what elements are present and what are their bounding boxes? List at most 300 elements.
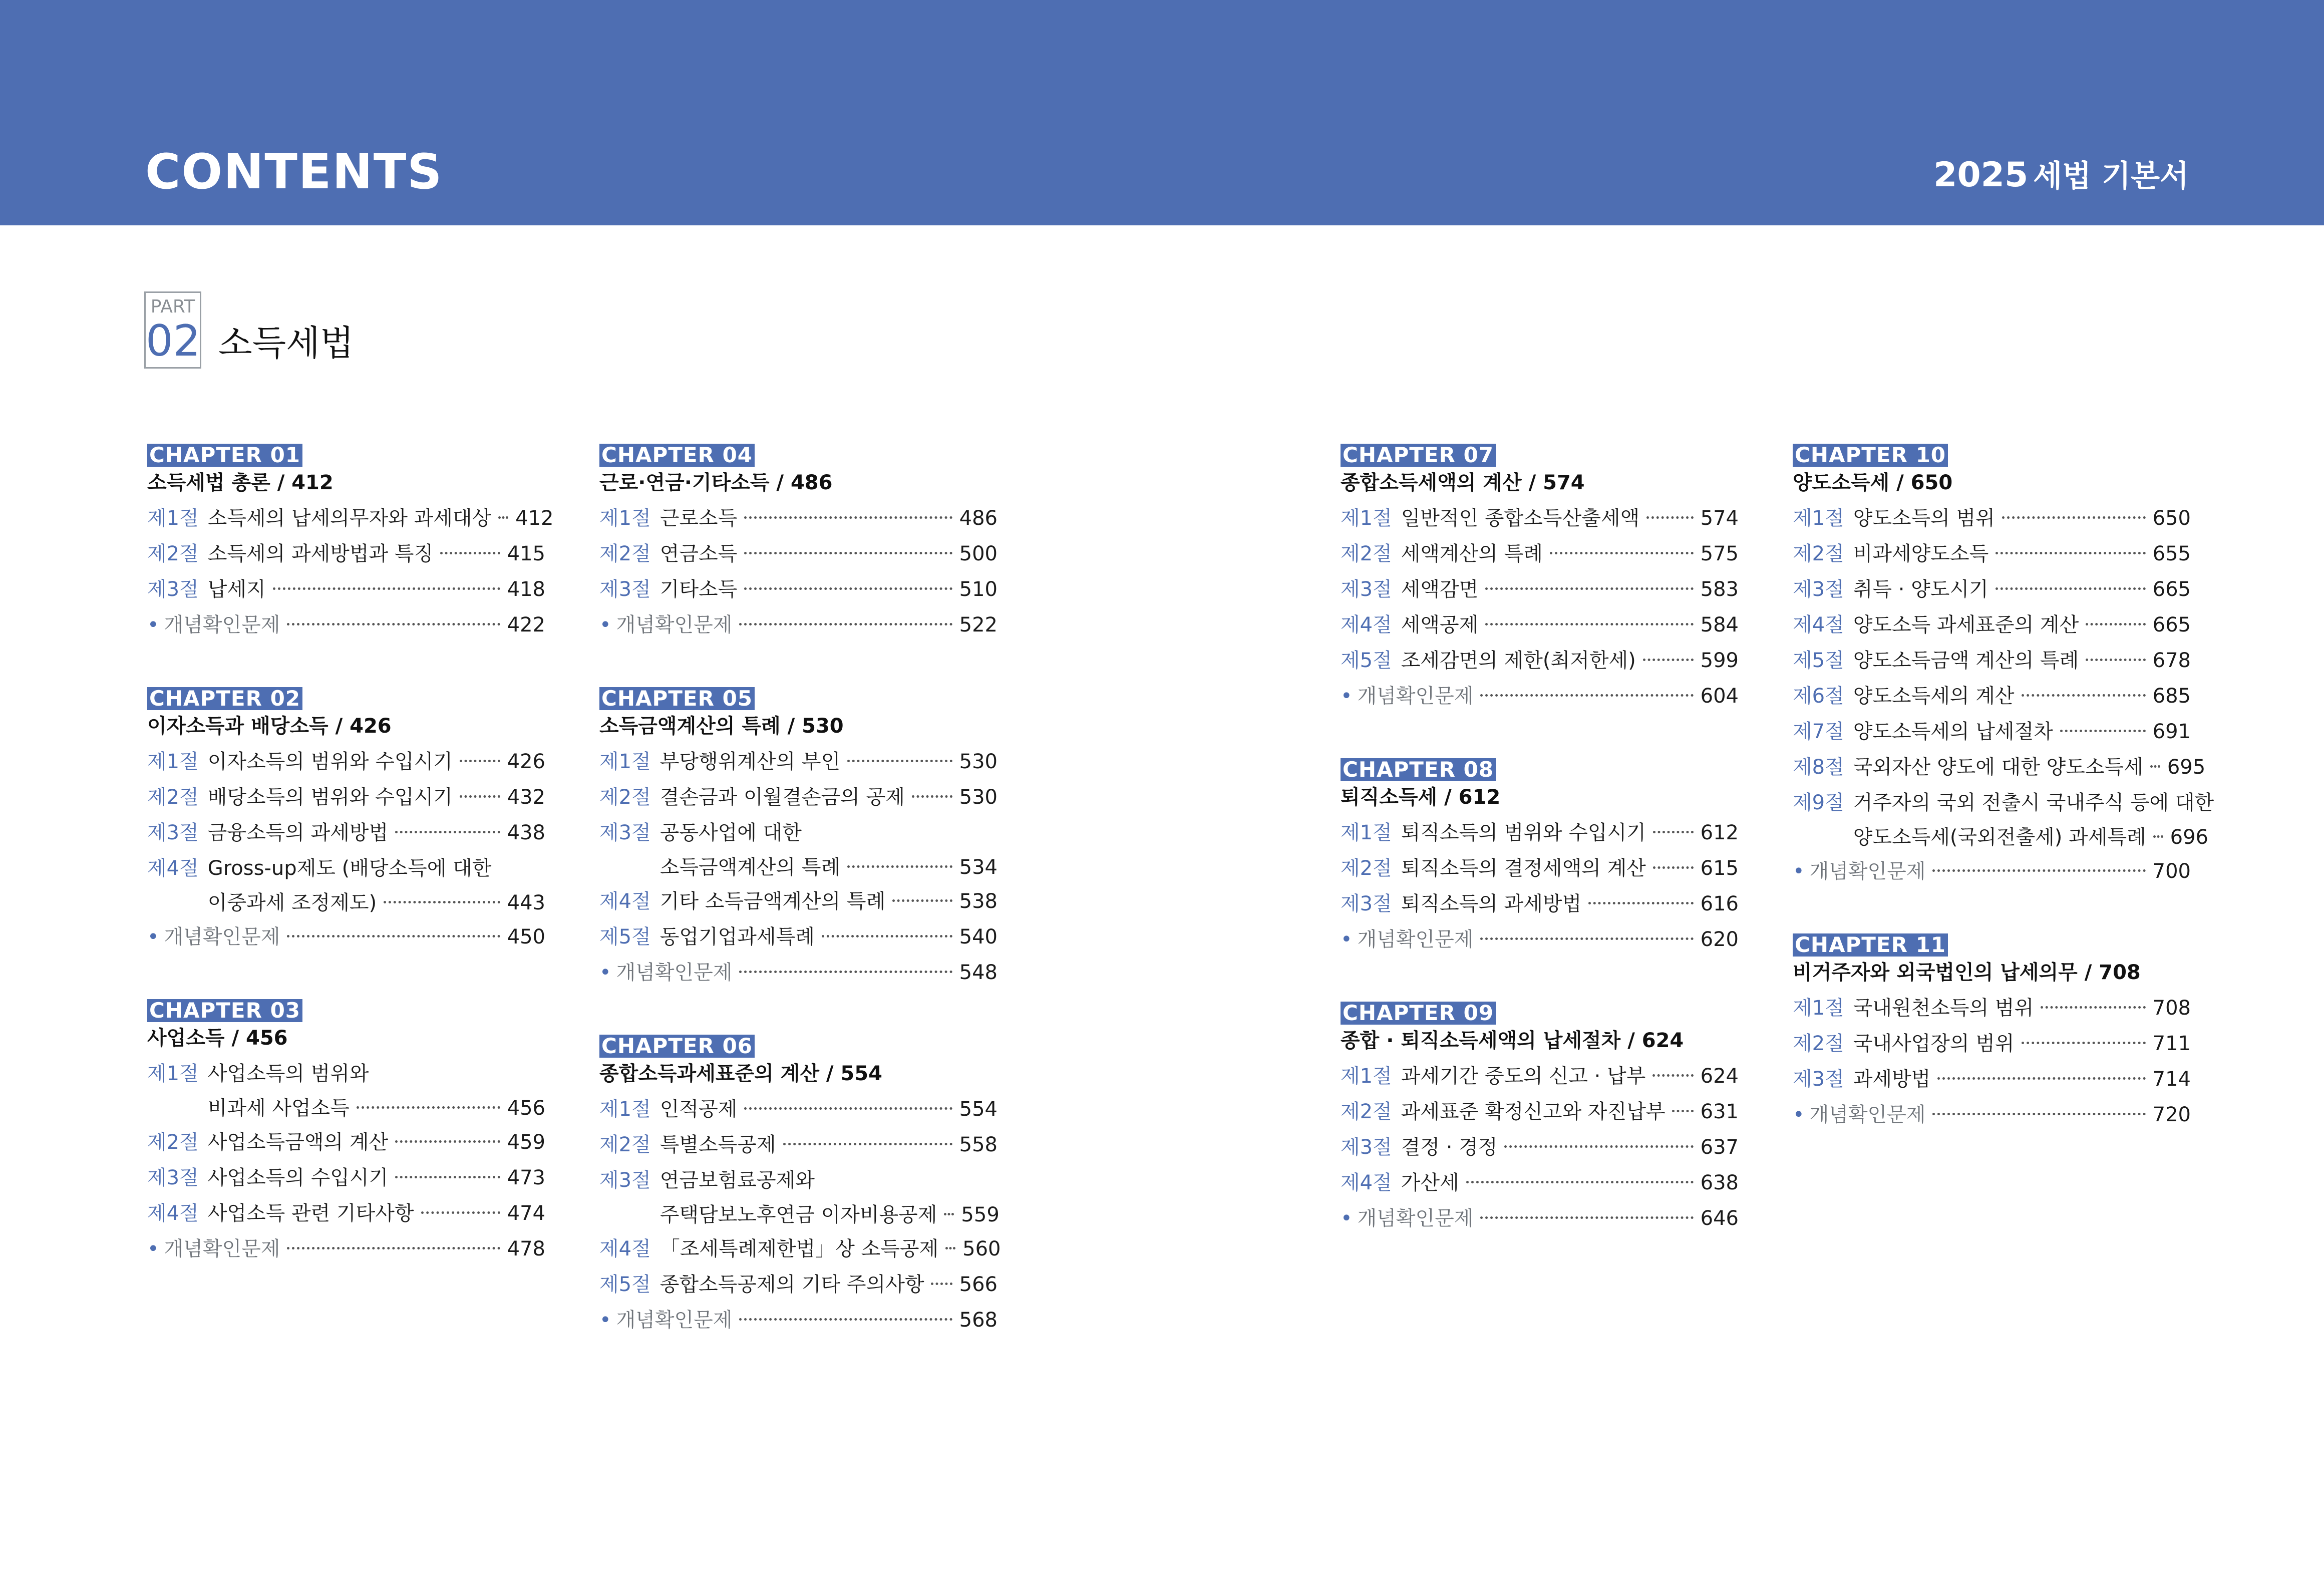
section-number: 제3절 [147, 1166, 199, 1189]
page-number: 510 [959, 578, 998, 601]
leader-dots [395, 831, 500, 833]
review-questions-item[interactable] [1341, 679, 1739, 714]
page-number: 637 [1700, 1136, 1739, 1159]
page-number: 646 [1700, 1207, 1739, 1230]
section-item[interactable] [599, 1267, 998, 1303]
section-title: 특별소득공제 [659, 1133, 776, 1156]
leader-dots [744, 516, 952, 519]
page-number: 538 [959, 890, 998, 913]
page-number: 422 [507, 613, 545, 637]
section-item[interactable] [1341, 536, 1739, 572]
book-title [1933, 155, 2189, 196]
section-item[interactable] [147, 572, 545, 607]
chapter-title[interactable]: 소득금액계산의 특례 / 530 [599, 715, 844, 738]
leader-dots [1937, 1077, 2145, 1080]
section-number: 제3절 [599, 1169, 651, 1192]
leader-dots [1485, 587, 1693, 590]
page-number: 558 [959, 1133, 998, 1156]
section-number: 제3절 [147, 578, 199, 601]
section-title: 부당행위계산의 부인 [659, 750, 841, 773]
leader-dots [739, 971, 952, 973]
review-questions-item[interactable] [1793, 1097, 2191, 1133]
leader-dots [1932, 1113, 2145, 1115]
section-number: 제1절 [147, 750, 199, 773]
leader-dots [2153, 835, 2163, 838]
section-item[interactable] [147, 501, 554, 536]
section-item[interactable] [1341, 815, 1739, 851]
section-item[interactable] [1793, 501, 2191, 536]
page-number: 696 [2170, 826, 2208, 849]
leader-dots [1996, 552, 2145, 554]
chapter-title[interactable]: 종합소득세액의 계산 / 574 [1341, 471, 1585, 494]
section-title: 개념확인문제 [1357, 928, 1474, 951]
page-number: 584 [1700, 613, 1739, 637]
bullet-icon: • [1341, 928, 1353, 951]
leader-dots [1504, 1145, 1693, 1148]
page-number: 426 [507, 750, 545, 773]
section-title: 세액공제 [1401, 613, 1479, 637]
section-title: 결정 · 경정 [1401, 1136, 1498, 1159]
leader-dots [892, 899, 952, 902]
section-title: 세액계산의 특례 [1401, 542, 1543, 565]
page-number: 568 [959, 1309, 998, 1332]
bullet-icon: • [147, 925, 159, 949]
toc-column-3 [1341, 444, 1739, 1236]
chapter-block [1341, 1002, 1739, 1236]
section-item[interactable] [1341, 1165, 1739, 1201]
section-title: 퇴직소득의 과세방법 [1401, 892, 1582, 915]
section-item[interactable] [147, 1056, 545, 1092]
chapter-label: CHAPTER 06 [599, 1035, 755, 1058]
chapter-title[interactable]: 비거주자와 외국법인의 납세의무 / 708 [1793, 961, 2141, 984]
page-number: 432 [507, 786, 545, 809]
chapter-title[interactable]: 종합소득과세표준의 계산 / 554 [599, 1062, 882, 1085]
section-number: 제3절 [1341, 578, 1392, 601]
page-number: 615 [1700, 857, 1739, 880]
section-number: 제5절 [599, 1273, 651, 1296]
page-number: 612 [1700, 821, 1739, 844]
leader-dots [847, 760, 952, 762]
section-item[interactable] [147, 780, 545, 815]
section-number: 제4절 [599, 890, 651, 913]
leader-dots [2086, 623, 2145, 625]
page-number: 560 [962, 1237, 1001, 1260]
chapter-block [1341, 444, 1739, 714]
leader-dots [287, 935, 500, 937]
leader-dots [2086, 659, 2145, 661]
chapter-block [599, 687, 998, 991]
section-title: 국내원천소득의 범위 [1853, 997, 2034, 1020]
section-item[interactable] [599, 572, 998, 607]
section-title: 취득 · 양도시기 [1853, 578, 1988, 601]
chapter-label: CHAPTER 03 [147, 999, 302, 1022]
section-item[interactable] [1341, 1130, 1739, 1165]
leader-dots [1480, 1216, 1693, 1219]
leader-dots [2002, 516, 2146, 519]
leader-dots [2041, 1006, 2145, 1009]
section-title: 공동사업에 대한 [659, 821, 802, 844]
book-year: 2025 [1933, 155, 2029, 195]
leader-dots [1653, 866, 1694, 869]
section-title-continued: 소득금액계산의 특례 [659, 856, 841, 879]
section-title: 사업소득의 범위와 [207, 1062, 369, 1085]
leader-dots [2022, 1042, 2146, 1044]
chapter-title[interactable]: 소득세법 총론 / 412 [147, 471, 334, 494]
section-title: 금융소득의 과세방법 [207, 821, 389, 844]
section-item[interactable] [147, 1125, 545, 1160]
page-number: 548 [959, 961, 998, 984]
section-title: 개념확인문제 [616, 1309, 733, 1332]
section-title-continued: 양도소득세(국외전출세) 과세특례 [1853, 826, 2146, 849]
chapter-title[interactable]: 양도소득세 / 650 [1793, 471, 1953, 494]
section-title: 연금보험료공제와 [659, 1169, 815, 1192]
section-title: 세액감면 [1401, 578, 1479, 601]
chapter-label: CHAPTER 04 [599, 444, 755, 467]
chapter-block [599, 444, 998, 643]
section-title: 기타소득 [659, 578, 738, 601]
page-number: 559 [961, 1203, 1000, 1226]
leader-dots [287, 623, 500, 625]
section-title: 배당소득의 범위와 수입시기 [207, 786, 453, 809]
section-title: 사업소득 관련 기타사항 [207, 1202, 414, 1225]
section-item[interactable] [1341, 886, 1739, 922]
section-title: 결손금과 이월결손금의 공제 [659, 786, 905, 809]
section-item[interactable] [147, 815, 545, 851]
chapter-label: CHAPTER 09 [1341, 1002, 1496, 1025]
leader-dots [460, 760, 500, 762]
page-number: 655 [2152, 542, 2191, 565]
section-item[interactable] [1793, 536, 2191, 572]
leader-dots [273, 587, 500, 590]
section-item[interactable] [1793, 607, 2191, 643]
section-title: 개념확인문제 [1357, 685, 1474, 708]
toc-column-2 [599, 443, 1001, 1338]
section-item[interactable] [1793, 1026, 2191, 1062]
section-number: 제5절 [1793, 649, 1844, 672]
leader-dots [912, 795, 952, 798]
leader-dots [739, 623, 952, 625]
leader-dots [395, 1140, 500, 1143]
page-number: 438 [507, 821, 545, 844]
review-questions-item[interactable] [599, 955, 998, 991]
chapter-label: CHAPTER 02 [147, 687, 302, 710]
section-number: 제4절 [1793, 613, 1844, 637]
section-title: 과세표준 확정신고와 자진납부 [1401, 1100, 1666, 1123]
section-item[interactable] [599, 1092, 998, 1127]
book-name: 세법 기본서 [2033, 159, 2189, 194]
leader-dots [2150, 765, 2160, 768]
section-item[interactable] [599, 884, 998, 919]
section-title: 퇴직소득의 결정세액의 계산 [1401, 857, 1646, 880]
leader-dots [2060, 730, 2146, 732]
section-number: 제5절 [1341, 649, 1392, 672]
section-title: 개념확인문제 [164, 613, 280, 637]
section-number: 제4절 [147, 1202, 199, 1225]
section-item-continued[interactable] [599, 851, 998, 884]
section-item[interactable] [147, 1196, 545, 1231]
section-number: 제9절 [1793, 791, 1844, 814]
page-number: 720 [2152, 1103, 2191, 1126]
section-item[interactable] [147, 851, 545, 886]
page-number: 665 [2152, 578, 2191, 601]
section-title: 개념확인문제 [616, 613, 733, 637]
page-number: 456 [507, 1097, 545, 1120]
leader-dots [1480, 937, 1693, 940]
section-number: 제5절 [599, 925, 651, 949]
section-item[interactable] [1793, 679, 2191, 714]
section-number: 제2절 [1341, 542, 1392, 565]
leader-dots [944, 1213, 954, 1215]
chapter-title[interactable]: 퇴직소득세 / 612 [1341, 786, 1501, 809]
section-number: 제3절 [599, 578, 651, 601]
section-title: 연금소득 [659, 542, 738, 565]
chapter-block [1793, 443, 2214, 889]
section-number: 제3절 [1341, 1136, 1392, 1159]
section-item[interactable] [599, 919, 998, 955]
section-title: 사업소득금액의 계산 [207, 1131, 389, 1154]
section-title: 개념확인문제 [1357, 1207, 1474, 1230]
page-number: 695 [2167, 756, 2206, 779]
contents-title: CONTENTS [145, 144, 443, 200]
page-number: 665 [2152, 613, 2191, 637]
section-item[interactable] [1341, 501, 1739, 536]
page-number: 534 [959, 856, 998, 879]
review-questions-item[interactable] [1341, 922, 1739, 958]
leader-dots [744, 1107, 952, 1110]
page-number: 638 [1700, 1171, 1739, 1194]
section-title: 양도소득세의 납세절차 [1853, 720, 2053, 743]
section-item[interactable] [1341, 572, 1739, 607]
section-title: 이자소득의 범위와 수입시기 [207, 750, 453, 773]
leader-dots [287, 1247, 500, 1249]
section-title: 양도소득 과세표준의 계산 [1853, 613, 2079, 637]
section-number: 제4절 [147, 857, 199, 880]
chapter-block [599, 1034, 1001, 1338]
section-item[interactable] [1341, 1094, 1739, 1130]
section-item[interactable] [1793, 643, 2191, 679]
section-item[interactable] [147, 536, 545, 572]
review-questions-item[interactable] [1793, 854, 2191, 889]
page-number: 624 [1700, 1065, 1739, 1088]
section-title: 양도소득의 범위 [1853, 507, 1995, 530]
review-questions-item[interactable] [147, 607, 545, 643]
section-number: 제8절 [1793, 756, 1844, 779]
section-number: 제6절 [1793, 685, 1844, 708]
leader-dots [1588, 902, 1693, 904]
part-label: PART [150, 296, 195, 317]
section-title-continued: 비과세 사업소득 [207, 1097, 350, 1120]
leader-dots [1672, 1110, 1693, 1112]
section-item[interactable] [1341, 643, 1739, 679]
review-questions-item[interactable] [1341, 1201, 1739, 1236]
page-number: 486 [959, 507, 998, 530]
page-number: 714 [2152, 1068, 2191, 1091]
section-item[interactable] [1793, 572, 2191, 607]
page-number: 566 [959, 1273, 998, 1296]
section-item[interactable] [1793, 785, 2214, 821]
section-title: 사업소득의 수입시기 [207, 1166, 389, 1189]
page-number: 650 [2152, 507, 2191, 530]
section-number: 제7절 [1793, 720, 1844, 743]
leader-dots [1653, 831, 1694, 833]
leader-dots [460, 795, 500, 798]
page-number: 459 [507, 1131, 545, 1154]
review-questions-item[interactable] [147, 1231, 545, 1267]
section-title: 기타 소득금액계산의 특례 [659, 890, 886, 913]
page-number: 418 [507, 578, 545, 601]
section-title: 퇴직소득의 범위와 수입시기 [1401, 821, 1646, 844]
leader-dots [1550, 552, 1694, 554]
section-title: 소득세의 납세의무자와 과세대상 [207, 507, 492, 530]
section-item-continued[interactable] [599, 1198, 998, 1231]
part-number: 02 [146, 316, 201, 366]
section-item[interactable] [599, 1163, 998, 1198]
chapter-title[interactable]: 이자소득과 배당소득 / 426 [147, 715, 392, 738]
page-number: 616 [1700, 892, 1739, 915]
review-questions-item[interactable] [147, 919, 545, 955]
section-title-continued: 이중과세 조정제도) [207, 891, 377, 914]
chapter-label: CHAPTER 08 [1341, 758, 1496, 781]
section-number: 제4절 [599, 1237, 651, 1260]
section-number: 제1절 [147, 1062, 199, 1085]
section-item[interactable] [599, 536, 998, 572]
leader-dots [945, 1247, 955, 1249]
section-item[interactable] [1341, 607, 1739, 643]
section-title: 인적공제 [659, 1098, 738, 1121]
chapter-title[interactable]: 사업소득 / 456 [147, 1027, 288, 1050]
section-number: 제2절 [147, 786, 199, 809]
leader-dots [1643, 659, 1694, 661]
section-item[interactable] [147, 744, 545, 780]
page-number: 575 [1700, 542, 1739, 565]
chapter-label: CHAPTER 10 [1793, 444, 1948, 467]
section-title: 개념확인문제 [164, 925, 280, 949]
section-title: 과세방법 [1853, 1068, 1931, 1091]
section-number: 제1절 [599, 507, 651, 530]
bullet-icon: • [1341, 685, 1353, 708]
page-number: 415 [507, 542, 545, 565]
section-number: 제2절 [147, 542, 199, 565]
bullet-icon: • [599, 961, 611, 984]
section-item[interactable] [147, 1160, 545, 1196]
section-item[interactable] [1793, 1062, 2191, 1097]
section-number: 제1절 [599, 1098, 651, 1121]
page-number: 685 [2152, 685, 2191, 708]
chapter-label: CHAPTER 11 [1793, 933, 1948, 957]
section-title: 개념확인문제 [1809, 860, 1926, 883]
leader-dots [744, 587, 952, 590]
chapter-title[interactable]: 근로·연금·기타소득 / 486 [599, 471, 833, 494]
chapter-title[interactable]: 종합 · 퇴직소득세액의 납세절차 / 624 [1341, 1029, 1684, 1052]
bullet-icon: • [599, 1309, 611, 1332]
section-number: 제1절 [1793, 507, 1844, 530]
section-title: Gross-up제도 (배당소득에 대한 [207, 857, 492, 880]
section-item[interactable] [599, 815, 998, 851]
section-title: 조세감면의 제한(최저한세) [1401, 649, 1636, 672]
leader-dots [357, 1106, 500, 1109]
review-questions-item[interactable] [599, 1303, 998, 1338]
page-number: 443 [507, 891, 545, 914]
chapter-block [147, 443, 554, 643]
section-title: 근로소득 [659, 507, 738, 530]
section-item[interactable] [599, 1127, 998, 1163]
bullet-icon: • [147, 613, 159, 637]
toc-column-4 [1793, 443, 2214, 1133]
leader-dots [1480, 694, 1693, 697]
page-number: 500 [959, 542, 998, 565]
page-number: 530 [959, 786, 998, 809]
section-item-continued[interactable] [1793, 821, 2208, 854]
section-number: 제3절 [1341, 892, 1392, 915]
leader-dots [1932, 869, 2145, 872]
page-number: 631 [1700, 1100, 1739, 1123]
leader-dots [1996, 587, 2146, 590]
leader-dots [739, 1318, 952, 1321]
section-item[interactable] [1793, 750, 2206, 785]
leader-dots [931, 1283, 952, 1285]
bullet-icon: • [1793, 860, 1805, 883]
section-number: 제2절 [1341, 857, 1392, 880]
section-item[interactable] [1793, 991, 2191, 1026]
section-title: 납세지 [207, 578, 266, 601]
section-number: 제1절 [599, 750, 651, 773]
part-title: 소득세법 [218, 323, 354, 364]
section-number: 제1절 [1341, 1065, 1392, 1088]
section-item[interactable] [599, 780, 998, 815]
section-item[interactable] [599, 1231, 1001, 1267]
page-number: 708 [2152, 997, 2191, 1020]
section-item[interactable] [1793, 714, 2191, 750]
section-item[interactable] [1341, 1059, 1739, 1094]
review-questions-item[interactable] [599, 607, 998, 643]
section-item[interactable] [1341, 851, 1739, 886]
section-number: 제4절 [1341, 613, 1392, 637]
page-number: 554 [959, 1098, 998, 1121]
section-item-continued[interactable] [147, 886, 545, 919]
section-title: 양도소득금액 계산의 특례 [1853, 649, 2079, 672]
bullet-icon: • [1341, 1207, 1353, 1230]
leader-dots [744, 552, 952, 554]
section-title: 국외자산 양도에 대한 양도소득세 [1853, 756, 2143, 779]
leader-dots [440, 552, 500, 554]
section-item[interactable] [599, 744, 998, 780]
chapter-label: CHAPTER 07 [1341, 444, 1496, 467]
leader-dots [1466, 1181, 1694, 1183]
section-title: 개념확인문제 [1809, 1103, 1926, 1126]
section-item[interactable] [599, 501, 998, 536]
chapter-block [147, 999, 545, 1267]
page-number: 711 [2152, 1032, 2191, 1055]
leader-dots [2022, 694, 2146, 697]
page-number: 604 [1700, 685, 1739, 708]
section-item-continued[interactable] [147, 1092, 545, 1125]
part-badge [144, 291, 201, 369]
page-number: 412 [515, 507, 554, 530]
page-number: 530 [959, 750, 998, 773]
leader-dots [498, 516, 508, 519]
section-title: 거주자의 국외 전출시 국내주식 등에 대한 [1853, 791, 2214, 814]
leader-dots [421, 1211, 500, 1214]
toc-column-1 [147, 443, 554, 1267]
bullet-icon: • [147, 1237, 159, 1260]
bullet-icon: • [1793, 1103, 1805, 1126]
page-number: 522 [959, 613, 998, 637]
section-title: 소득세의 과세방법과 특징 [207, 542, 434, 565]
section-number: 제3절 [1793, 578, 1844, 601]
section-number: 제4절 [1341, 1171, 1392, 1194]
page-number: 574 [1700, 507, 1739, 530]
section-title: 개념확인문제 [616, 961, 733, 984]
